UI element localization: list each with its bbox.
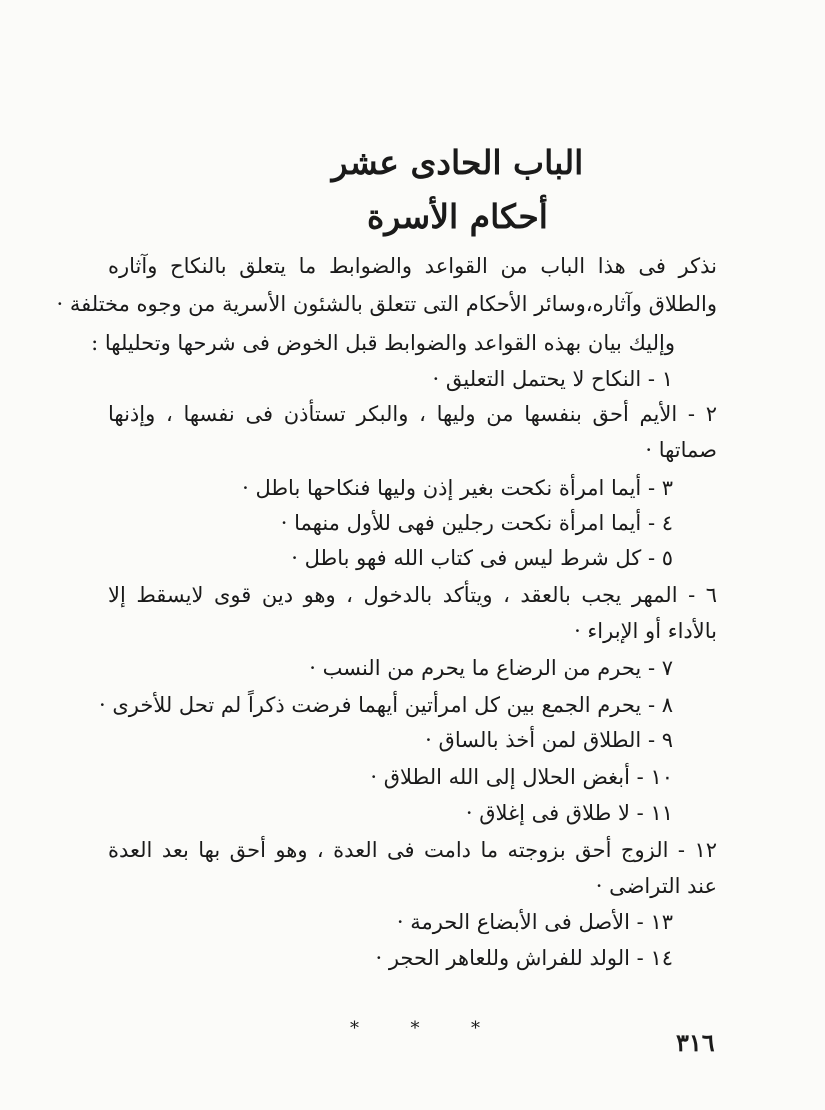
rule-item: ٤ - أيما امرأة نكحت رجلين فهى للأول منهما · [280, 511, 673, 535]
rule-item: ١٤ - الولد للفراش وللعاهر الحجر · [375, 946, 673, 970]
rule-item: ٧ - يحرم من الرضاع ما يحرم من النسب · [309, 656, 673, 680]
rule-item: ١٠ - أبغض الحلال إلى الله الطلاق · [370, 765, 673, 789]
separator-star: * [410, 1018, 420, 1039]
page-number: ٣١٦ [676, 1028, 715, 1057]
rule-item-continuation: بالأداء أو الإبراء · [574, 619, 717, 643]
section-separator [350, 1018, 480, 1039]
rule-item: ١ - النكاح لا يحتمل التعليق · [432, 367, 673, 391]
chapter-subtitle: أحكام الأسرة [367, 197, 548, 236]
rule-item-continuation: عند التراضى · [595, 874, 717, 898]
intro-line: وإليك بيان بهذه القواعد والضوابط قبل الخوض فى شرحها وتحليلها : [91, 331, 675, 355]
rule-item: ١٣ - الأصل فى الأبضاع الحرمة · [396, 910, 673, 934]
rule-item: ٣ - أيما امرأة نكحت بغير إذن وليها فنكاحها باطل · [242, 476, 673, 500]
rule-item-continuation: صماتها · [645, 438, 717, 462]
separator-star: * [471, 1018, 480, 1039]
rule-item: ٢ - الأيم أحق بنفسها من وليها ، والبكر تستأذن فى نفسها ، وإذنها [108, 402, 717, 426]
intro-line: والطلاق وآثاره،وسائر الأحكام التى تتعلق بالشئون الأسرية من وجوه مختلفة · [56, 292, 717, 316]
rule-item: ٥ - كل شرط ليس فى كتاب الله فهو باطل · [291, 546, 673, 570]
chapter-title: الباب الحادى عشر [331, 143, 584, 182]
rule-item: ٦ - المهر يجب بالعقد ، ويتأكد بالدخول ، وهو دين قوى لايسقط إلا [108, 583, 717, 607]
rule-item: ١٢ - الزوج أحق بزوجته ما دامت فى العدة ، وهو أحق بها بعد العدة [108, 838, 717, 862]
intro-line: نذكر فى هذا الباب من القواعد والضوابط ما يتعلق بالنكاح وآثاره [108, 254, 717, 278]
rule-item: ٨ - يحرم الجمع بين كل امرأتين أيهما فرضت ذكراً لم تحل للأخرى · [98, 693, 673, 717]
rule-item: ١١ - لا طلاق فى إغلاق · [465, 801, 673, 825]
rule-item: ٩ - الطلاق لمن أخذ بالساق · [425, 728, 673, 752]
separator-star: * [350, 1018, 359, 1039]
